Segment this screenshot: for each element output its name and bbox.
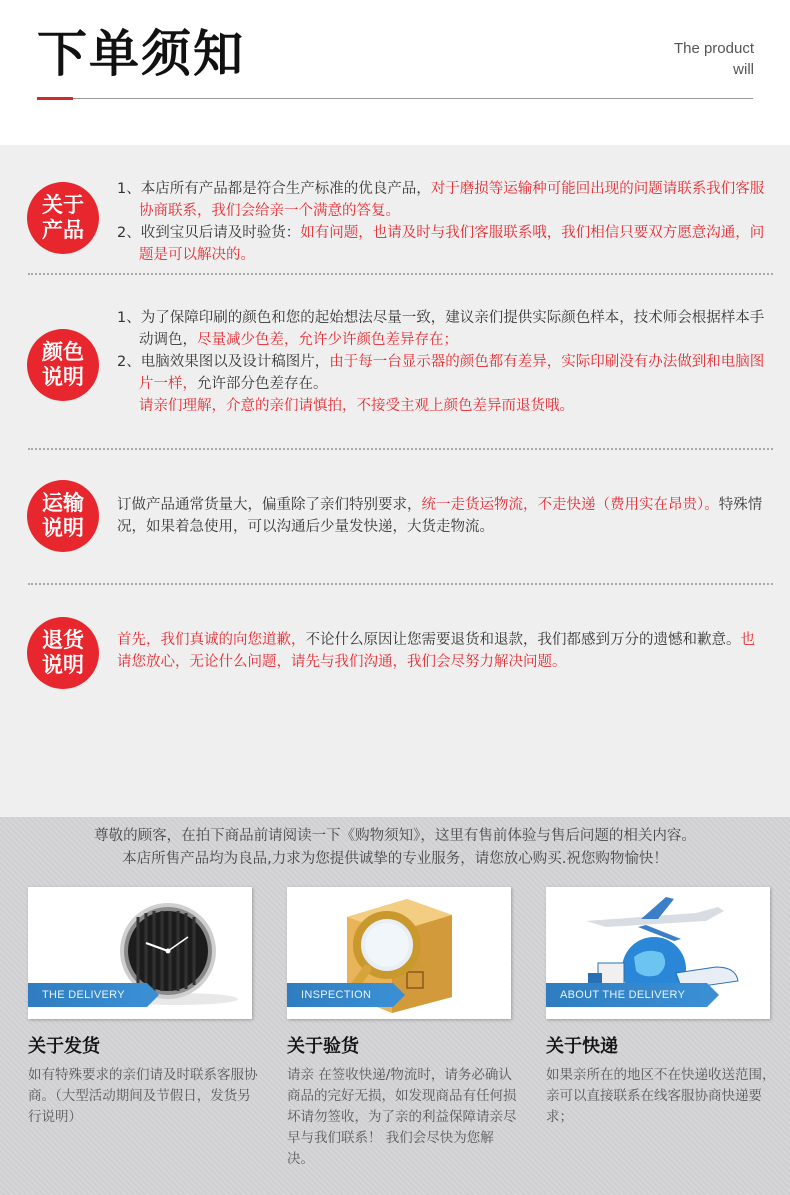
- note-paragraph: [117, 178, 769, 222]
- badge-line: 说明: [42, 516, 84, 540]
- badge-line: 产品: [42, 218, 84, 242]
- header-divider: [37, 98, 753, 99]
- note-text-red: 统一走货运物流，不走快递（费用实在昂贵）。: [421, 497, 719, 513]
- badge-shipping: [27, 480, 99, 552]
- page-header: [0, 0, 790, 145]
- note-paragraph: [117, 395, 769, 417]
- column-text: 如有特殊要求的亲们请及时联系客服协商。（大型活动期间及节假日，发货另行说明）: [28, 1067, 258, 1125]
- note-text-black: 允许部分色差存在。: [197, 376, 328, 392]
- note-text-red: 尽量减少色差，允许少许颜色差异存在；: [197, 332, 458, 348]
- note-text-black: 不论什么原因让您需要退货和退款，我们都感到万分的遗憾和歉意。: [305, 632, 741, 648]
- column-title: 关于发货: [28, 1036, 100, 1057]
- notes-section: [0, 145, 790, 817]
- note-paragraph: [117, 307, 769, 351]
- note-text-black: 1、为了保障印刷的颜色和您的起始想法尽量一致，建议亲们提供实际颜色样本，技术师会根据样本手动调色，: [117, 310, 765, 348]
- column-title: 关于快递: [546, 1036, 618, 1057]
- card-express: [546, 887, 770, 1019]
- note-text-black: 2、电脑效果图以及设计稿图片，: [117, 354, 330, 370]
- note-text-red: 首先，我们真诚的向您道歉，: [117, 632, 306, 648]
- badge-product: [27, 182, 99, 254]
- footer-intro-line: 本店所售产品均为良品,力求为您提供诚挚的专业服务，请您放心购买.祝您购物愉快！: [122, 851, 668, 867]
- column-text: 如果亲所在的地区不在快递收送范围，亲可以直接联系在线客服协商快递要求；: [546, 1067, 776, 1125]
- page-title: 下单须知: [37, 25, 245, 83]
- badge-line: 退货: [42, 628, 84, 652]
- note-text-red: 也请您放心，无论什么问题，请先与我们沟通，我们会尽努力解决问题。: [117, 632, 755, 670]
- note-text-black: 1、本店所有产品都是符合生产标准的优良产品，: [117, 181, 431, 197]
- card-delivery: [28, 887, 252, 1019]
- badge-color: [27, 329, 99, 401]
- page-subtitle-line2: will: [733, 61, 754, 78]
- column-text: 请亲 在签收快递/物流时，请务必确认商品的完好无损，如发现商品有任何损坏请勿签收，为了亲的利益保障请亲尽早与我们联系！ 我们会尽快为您解决。: [287, 1067, 517, 1167]
- badge-line: 运输: [42, 491, 84, 515]
- note-text: [117, 178, 769, 266]
- note-paragraph: [117, 351, 769, 395]
- note-text-red: 由于每一台显示器的颜色都有差异，实际印刷没有办法做到和电脑图片一样，: [139, 354, 765, 392]
- column-title: 关于验货: [287, 1036, 359, 1057]
- card-inspection: [287, 887, 511, 1019]
- note-text-red: 请亲们理解，介意的亲们请慎拍，不接受主观上颜色差异而退货哦。: [139, 398, 574, 414]
- note-text-black: 特殊情况，如果着急使用，可以沟通后少量发快递，大货走物流。: [117, 497, 763, 535]
- note-text-red: 如有问题，也请及时与我们客服联系哦，我们相信只要双方愿意沟通，问题是可以解决的。: [139, 225, 765, 263]
- card-label: ABOUT THE DELIVERY: [546, 983, 707, 1007]
- badge-return: [27, 617, 99, 689]
- card-label: THE DELIVERY: [28, 983, 147, 1007]
- footer-section: [0, 817, 790, 1195]
- note-text: [117, 307, 769, 417]
- dotted-divider: [28, 583, 773, 585]
- note-paragraph: [117, 494, 769, 538]
- note-text: [117, 629, 769, 673]
- badge-line: 说明: [42, 653, 84, 677]
- badge-line: 颜色: [42, 340, 84, 364]
- badge-line: 说明: [42, 365, 84, 389]
- footer-intro: [0, 825, 790, 871]
- footer-intro-line: 尊敬的顾客，在拍下商品前请阅读一下《购物须知》，这里有售前体验与售后问题的相关内容。: [94, 828, 696, 844]
- note-text-black: 订做产品通常货量大，偏重除了亲们特别要求，: [117, 497, 422, 513]
- note-paragraph: [117, 222, 769, 266]
- dotted-divider: [28, 273, 773, 275]
- note-paragraph: [117, 629, 769, 673]
- page-subtitle: [674, 38, 754, 80]
- page-subtitle-line1: The product: [673, 40, 754, 57]
- header-accent-bar: [37, 97, 73, 100]
- note-text-red: 对于磨损等运输种可能回出现的问题请联系我们客服协商联系，我们会给亲一个满意的答复。: [139, 181, 765, 219]
- note-text-black: 2、收到宝贝后请及时验货：: [117, 225, 301, 241]
- dotted-divider: [28, 448, 773, 450]
- note-text: [117, 494, 769, 538]
- card-label: INSPECTION: [287, 983, 393, 1007]
- badge-line: 关于: [42, 193, 84, 217]
